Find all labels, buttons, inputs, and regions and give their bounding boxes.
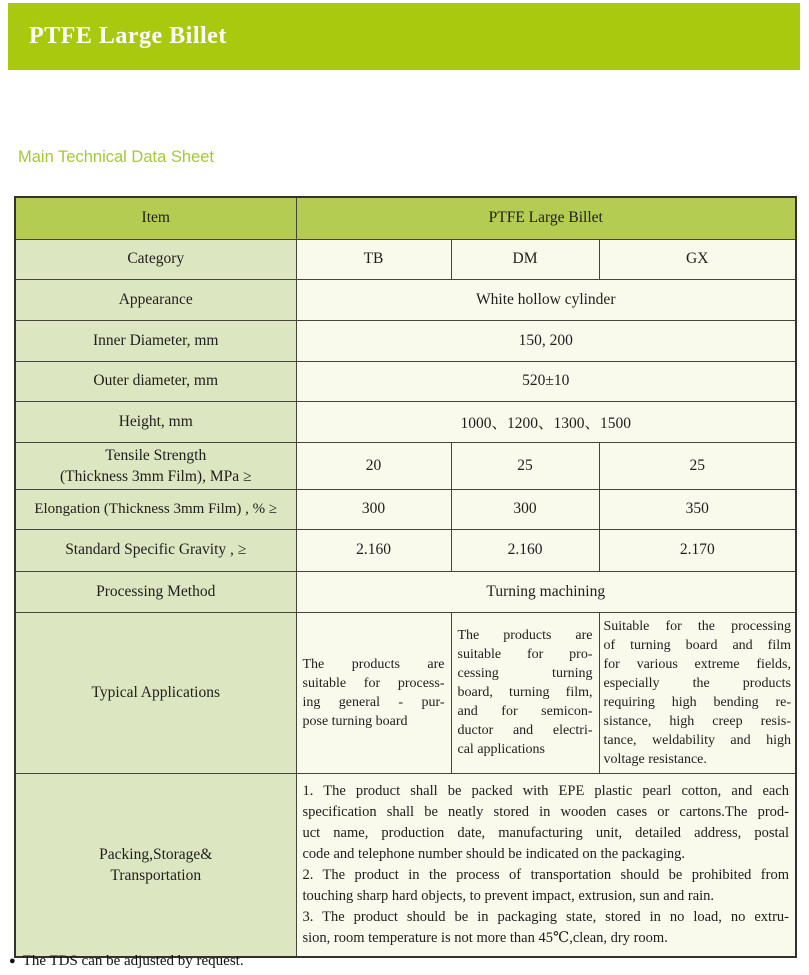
document-banner (8, 3, 800, 70)
appearance-value-cell: White hollow cylinder (296, 279, 796, 320)
document-title: PTFE Large Billet (29, 23, 227, 49)
tensile-gx-cell: 25 (599, 442, 796, 489)
outer-diameter-label-cell: Outer diameter, mm (15, 361, 296, 401)
row-height (15, 401, 796, 442)
row-item (15, 197, 796, 239)
row-specific-gravity (15, 529, 796, 571)
footnote-text: The TDS can be adjusted by request. (22, 953, 244, 969)
tensile-label-cell (15, 442, 296, 489)
bullet-icon: ● (9, 955, 16, 967)
outer-diameter-value-cell: 520±10 (296, 361, 796, 401)
gravity-tb-cell: 2.160 (296, 529, 451, 571)
appearance-label-cell: Appearance (15, 279, 296, 320)
typical-gx-cell: Suitable for the processing of turning board and film for various extreme fields, especially the products requiring high bending re- sistance, high creep resis- tance, weldability and high voltage resistance. (599, 612, 796, 773)
processing-value-cell: Turning machining (296, 571, 796, 612)
inner-diameter-label-cell: Inner Diameter, mm (15, 320, 296, 361)
tensile-label-line1: Tensile Strength (105, 446, 207, 464)
row-tensile-strength (15, 442, 796, 489)
gravity-dm-cell: 2.160 (451, 529, 599, 571)
tensile-dm-cell: 25 (451, 442, 599, 489)
height-value-cell: 1000、1200、1300、1500 (296, 401, 796, 442)
processing-label-cell: Processing Method (15, 571, 296, 612)
item-label-cell: Item (15, 197, 296, 239)
footnote (9, 953, 244, 970)
row-appearance (15, 279, 796, 320)
gravity-label-cell: Standard Specific Gravity , ≥ (15, 529, 296, 571)
elongation-dm-cell: 300 (451, 489, 599, 529)
typical-dm-cell: The products are suitable for pro- cessing turning board, turning film, and for semicon- ductor and electri- cal applications (451, 612, 599, 773)
height-label-cell: Height, mm (15, 401, 296, 442)
gravity-gx-cell: 2.170 (599, 529, 796, 571)
row-packing-storage (15, 773, 796, 957)
elongation-gx-cell: 350 (599, 489, 796, 529)
packing-label-cell (15, 773, 296, 957)
category-label-cell: Category (15, 239, 296, 279)
tensile-tb-cell: 20 (296, 442, 451, 489)
row-outer-diameter (15, 361, 796, 401)
row-category (15, 239, 796, 279)
row-inner-diameter (15, 320, 796, 361)
typical-label-cell: Typical Applications (15, 612, 296, 773)
category-tb-cell: TB (296, 239, 451, 279)
row-elongation (15, 489, 796, 529)
tensile-label-line2: (Thickness 3mm Film), MPa ≥ (60, 467, 252, 485)
row-typical-applications (15, 612, 796, 773)
packing-value-cell: 1. The product shall be packed with EPE plastic pearl cotton, and each specification shall be neatly stored in wooden cases or cartons.The prod- uct name, production date, manufacturing unit, detailed address, postal code and telephone number should be indicated on the packaging. 2. The product in the process of transportation should be prohibited from touching sharp hard objects, to prevent impact, extrusion, sun and rain. 3. The product should be in packaging state, stored in no load, no extru- sion, room temperature is not more than 45℃,clean, dry room. (296, 773, 796, 957)
category-dm-cell: DM (451, 239, 599, 279)
inner-diameter-value-cell: 150, 200 (296, 320, 796, 361)
row-processing-method (15, 571, 796, 612)
category-gx-cell: GX (599, 239, 796, 279)
typical-tb-cell: The products are suitable for process- ing general - pur- pose turning board (296, 612, 451, 773)
section-heading: Main Technical Data Sheet (18, 148, 214, 166)
elongation-label-cell: Elongation (Thickness 3mm Film) , % ≥ (15, 489, 296, 529)
packing-label-line2: Transportation (110, 866, 202, 884)
item-value-cell: PTFE Large Billet (296, 197, 796, 239)
packing-label-line1: Packing,Storage& (99, 845, 213, 863)
elongation-tb-cell: 300 (296, 489, 451, 529)
tds-table (14, 196, 797, 958)
